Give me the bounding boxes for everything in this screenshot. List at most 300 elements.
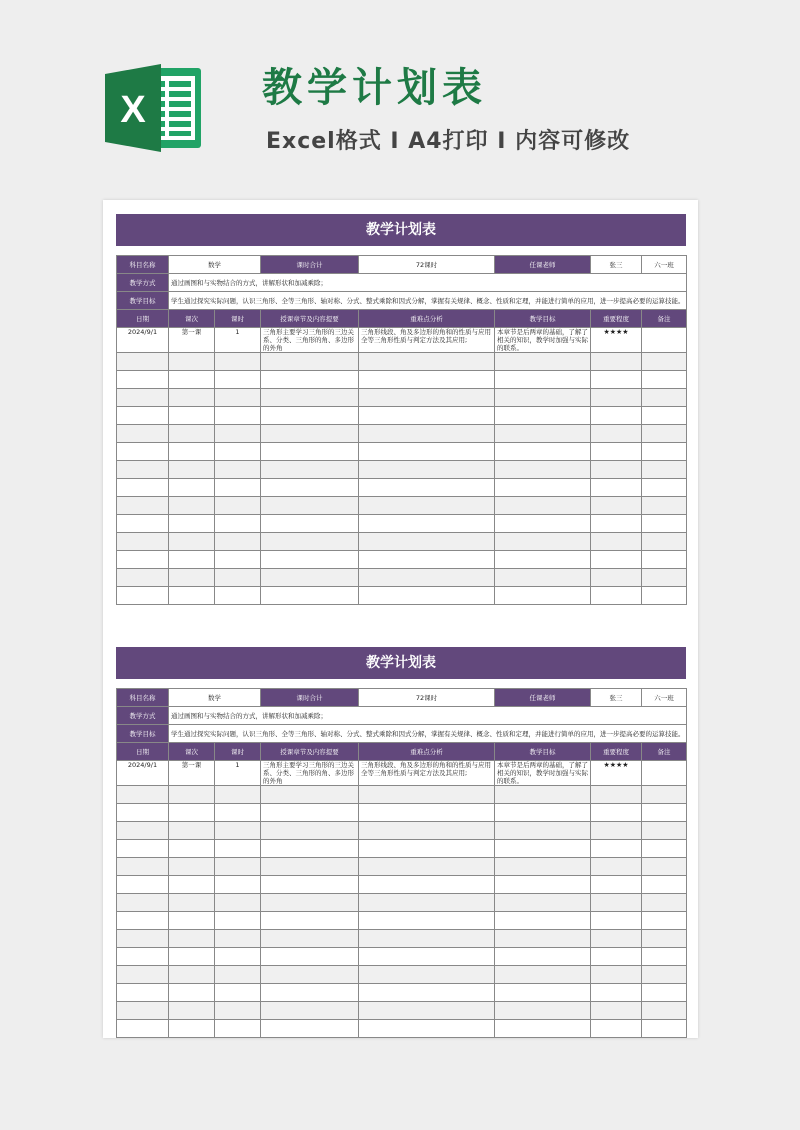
table-cell[interactable] [642, 804, 687, 822]
table-cell[interactable] [261, 930, 359, 948]
table-cell[interactable] [359, 786, 495, 804]
table-cell[interactable] [117, 569, 169, 587]
table-cell[interactable] [359, 497, 495, 515]
table-cell[interactable] [117, 515, 169, 533]
col-header-content: 授课章节及内容提要 [261, 310, 359, 328]
table-cell[interactable] [359, 912, 495, 930]
table-cell[interactable] [117, 984, 169, 1002]
table-cell[interactable] [261, 407, 359, 425]
table-cell[interactable] [495, 948, 591, 966]
table-cell[interactable] [169, 569, 215, 587]
table-cell[interactable] [261, 984, 359, 1002]
table-row [117, 761, 687, 786]
table-cell[interactable] [642, 569, 687, 587]
table-cell[interactable] [495, 371, 591, 389]
table-cell[interactable] [117, 389, 169, 407]
table-row [117, 587, 687, 605]
table-row [117, 569, 687, 587]
table-cell[interactable] [117, 497, 169, 515]
table-cell[interactable] [261, 948, 359, 966]
table-cell[interactable] [169, 1002, 215, 1020]
table-cell[interactable] [169, 425, 215, 443]
table-cell[interactable] [215, 497, 261, 515]
table-cell[interactable] [169, 497, 215, 515]
table-cell[interactable] [642, 587, 687, 605]
table-cell[interactable] [495, 1020, 591, 1038]
table-cell[interactable] [642, 407, 687, 425]
table-cell[interactable] [642, 479, 687, 497]
table-cell[interactable] [169, 786, 215, 804]
table-cell[interactable] [359, 371, 495, 389]
table-cell[interactable] [359, 1020, 495, 1038]
table-cell[interactable] [117, 587, 169, 605]
table-cell[interactable] [117, 894, 169, 912]
method-label: 教学方式 [117, 274, 169, 292]
table-cell[interactable] [215, 461, 261, 479]
table-cell[interactable] [215, 425, 261, 443]
table-cell[interactable] [215, 912, 261, 930]
table-cell[interactable] [215, 858, 261, 876]
table-cell[interactable] [642, 443, 687, 461]
table-cell[interactable] [591, 1020, 642, 1038]
table-cell[interactable] [117, 1002, 169, 1020]
goal-value[interactable]: 学生通过探究实际问题，认识三角形、全等三角形、轴对称、分式、整式乘除和因式分解，掌握有关规律、概念、性质和定理，并能进行简单的应用，进一步提高必要的运算技能。 [169, 292, 687, 310]
table-cell[interactable] [591, 515, 642, 533]
table-cell[interactable] [495, 389, 591, 407]
table-cell[interactable] [359, 966, 495, 984]
method-label: 教学方式 [117, 707, 169, 725]
table-cell[interactable] [215, 569, 261, 587]
table-cell[interactable] [117, 930, 169, 948]
table-cell[interactable] [359, 804, 495, 822]
table-cell[interactable] [169, 984, 215, 1002]
table-cell[interactable] [261, 1020, 359, 1038]
table-cell[interactable] [495, 894, 591, 912]
table-cell[interactable] [169, 515, 215, 533]
table-cell[interactable] [495, 840, 591, 858]
table-cell[interactable] [215, 930, 261, 948]
table-cell[interactable] [359, 533, 495, 551]
table-cell[interactable] [169, 930, 215, 948]
col-header-date: 日期 [117, 743, 169, 761]
table-cell[interactable] [261, 497, 359, 515]
table-cell[interactable] [642, 876, 687, 894]
col-header-note: 备注 [642, 310, 687, 328]
table-cell[interactable] [117, 353, 169, 371]
table-cell[interactable] [169, 1020, 215, 1038]
table-cell[interactable] [261, 894, 359, 912]
table-cell[interactable] [642, 840, 687, 858]
table-cell[interactable] [169, 894, 215, 912]
table-cell[interactable] [215, 353, 261, 371]
table-cell[interactable] [591, 443, 642, 461]
table-cell[interactable] [261, 353, 359, 371]
table-cell[interactable] [169, 407, 215, 425]
table-cell[interactable] [495, 479, 591, 497]
table-cell[interactable] [591, 894, 642, 912]
table-cell[interactable] [261, 371, 359, 389]
table-cell[interactable] [591, 948, 642, 966]
goal-value[interactable]: 学生通过探究实际问题，认识三角形、全等三角形、轴对称、分式、整式乘除和因式分解，掌握有关规律、概念、性质和定理，并能进行简单的应用，进一步提高必要的运算技能。 [169, 725, 687, 743]
table-row [117, 912, 687, 930]
table-cell[interactable] [261, 479, 359, 497]
table-cell[interactable] [642, 948, 687, 966]
table-cell[interactable] [215, 551, 261, 569]
table-cell[interactable] [495, 443, 591, 461]
table-cell[interactable] [591, 930, 642, 948]
table-cell[interactable] [359, 479, 495, 497]
teacher-value[interactable]: 张三 [591, 256, 642, 274]
table-cell[interactable] [359, 515, 495, 533]
plan-table [116, 255, 687, 605]
table-cell[interactable] [359, 389, 495, 407]
table-cell[interactable] [215, 371, 261, 389]
table-row [117, 894, 687, 912]
table-row [117, 822, 687, 840]
table-cell[interactable] [117, 425, 169, 443]
table-cell[interactable] [169, 551, 215, 569]
table-cell[interactable] [169, 912, 215, 930]
table-cell[interactable] [117, 858, 169, 876]
table-cell[interactable] [215, 894, 261, 912]
table-cell[interactable] [169, 876, 215, 894]
table-cell[interactable] [169, 353, 215, 371]
table-cell[interactable] [642, 984, 687, 1002]
table-cell[interactable] [359, 587, 495, 605]
table-cell[interactable] [495, 786, 591, 804]
table-cell[interactable] [591, 551, 642, 569]
table-cell[interactable] [591, 984, 642, 1002]
table-cell[interactable] [591, 371, 642, 389]
table-cell[interactable] [169, 443, 215, 461]
cell-lesson[interactable]: 第一课 [169, 761, 215, 786]
table-cell[interactable] [591, 461, 642, 479]
table-cell[interactable] [117, 804, 169, 822]
table-cell[interactable] [495, 804, 591, 822]
table-cell[interactable] [359, 858, 495, 876]
table-cell[interactable] [591, 497, 642, 515]
table-cell[interactable] [215, 876, 261, 894]
table-cell[interactable] [591, 389, 642, 407]
table-row [117, 479, 687, 497]
table-cell[interactable] [261, 804, 359, 822]
table-cell[interactable] [359, 461, 495, 479]
table-cell[interactable] [169, 948, 215, 966]
table-cell[interactable] [642, 389, 687, 407]
header-row [117, 743, 687, 761]
table-row [117, 948, 687, 966]
table-cell[interactable] [169, 371, 215, 389]
table-cell[interactable] [117, 876, 169, 894]
table-cell[interactable] [642, 515, 687, 533]
table-cell[interactable] [261, 587, 359, 605]
table-cell[interactable] [261, 551, 359, 569]
table-cell[interactable] [215, 479, 261, 497]
table-row [117, 804, 687, 822]
table-cell[interactable] [642, 425, 687, 443]
table-cell[interactable] [215, 786, 261, 804]
table-cell[interactable] [642, 353, 687, 371]
table-cell[interactable] [261, 840, 359, 858]
table-cell[interactable] [215, 840, 261, 858]
grade-value[interactable]: 六一班 [642, 256, 687, 274]
table-cell[interactable] [215, 533, 261, 551]
table-cell[interactable] [117, 912, 169, 930]
table-cell[interactable] [359, 930, 495, 948]
table-cell[interactable] [642, 912, 687, 930]
table-row [117, 551, 687, 569]
method-value[interactable]: 通过画图和与实物结合的方式，讲解形状和加减乘除； [169, 274, 687, 292]
cell-hour[interactable]: 1 [215, 761, 261, 786]
table-cell[interactable] [495, 407, 591, 425]
table-cell[interactable] [642, 551, 687, 569]
table-cell[interactable] [261, 1002, 359, 1020]
table-cell[interactable] [261, 425, 359, 443]
table-cell[interactable] [261, 822, 359, 840]
table-cell[interactable] [495, 930, 591, 948]
table-cell[interactable] [642, 1002, 687, 1020]
table-cell[interactable] [215, 1020, 261, 1038]
hours-value[interactable]: 72课时 [359, 256, 495, 274]
table-cell[interactable] [215, 804, 261, 822]
table-cell[interactable] [117, 822, 169, 840]
banner [0, 0, 800, 190]
table-cell[interactable] [215, 407, 261, 425]
table-cell[interactable] [591, 1002, 642, 1020]
cell-content[interactable]: 三角形主要学习三角形的三边关系、分类、三角形的角、多边形的外角 [261, 328, 359, 353]
table-row [117, 930, 687, 948]
method-row [117, 707, 687, 725]
table-cell[interactable] [591, 804, 642, 822]
table-cell[interactable] [495, 569, 591, 587]
col-header-hour: 课时 [215, 743, 261, 761]
table-cell[interactable] [169, 587, 215, 605]
table-cell[interactable] [495, 984, 591, 1002]
col-header-date: 日期 [117, 310, 169, 328]
excel-logo-icon [103, 60, 205, 156]
table-cell[interactable] [642, 822, 687, 840]
table-cell[interactable] [642, 497, 687, 515]
table-cell[interactable] [495, 876, 591, 894]
table-cell[interactable] [169, 822, 215, 840]
table-cell[interactable] [495, 551, 591, 569]
goal-row [117, 725, 687, 743]
table-cell[interactable] [359, 443, 495, 461]
table-cell[interactable] [169, 461, 215, 479]
table-cell[interactable] [495, 822, 591, 840]
table-cell[interactable] [169, 840, 215, 858]
table-cell[interactable] [642, 786, 687, 804]
table-cell[interactable] [169, 966, 215, 984]
table-cell[interactable] [169, 804, 215, 822]
table-cell[interactable] [495, 858, 591, 876]
table-row [117, 497, 687, 515]
table-cell[interactable] [261, 461, 359, 479]
col-header-importance: 重要程度 [591, 310, 642, 328]
table-cell[interactable] [495, 461, 591, 479]
col-header-lesson: 课次 [169, 743, 215, 761]
col-header-importance: 重要程度 [591, 743, 642, 761]
table-cell[interactable] [215, 984, 261, 1002]
cell-importance[interactable]: ★★★★ [591, 328, 642, 353]
table-cell[interactable] [117, 786, 169, 804]
table-cell[interactable] [642, 461, 687, 479]
table-cell[interactable] [591, 858, 642, 876]
table-cell[interactable] [117, 533, 169, 551]
table-cell[interactable] [642, 894, 687, 912]
table-cell[interactable] [591, 840, 642, 858]
table-cell[interactable] [261, 858, 359, 876]
table-cell[interactable] [591, 425, 642, 443]
table-cell[interactable] [215, 948, 261, 966]
table-cell[interactable] [215, 389, 261, 407]
table-row [117, 984, 687, 1002]
table-cell[interactable] [117, 966, 169, 984]
cell-hour[interactable]: 1 [215, 328, 261, 353]
table-cell[interactable] [642, 858, 687, 876]
table-cell[interactable] [591, 822, 642, 840]
table-cell[interactable] [215, 443, 261, 461]
table-cell[interactable] [117, 551, 169, 569]
cell-content[interactable]: 三角形主要学习三角形的三边关系、分类、三角形的角、多边形的外角 [261, 761, 359, 786]
table-cell[interactable] [591, 479, 642, 497]
table-cell[interactable] [359, 984, 495, 1002]
table-cell[interactable] [215, 1002, 261, 1020]
table-cell[interactable] [261, 443, 359, 461]
hours-value[interactable]: 72课时 [359, 689, 495, 707]
table-cell[interactable] [591, 407, 642, 425]
cell-key[interactable]: 三角形线段、角及多边形的角和的性质与应用全等三角形性质与判定方法及其应用; [359, 761, 495, 786]
table-cell[interactable] [495, 1002, 591, 1020]
table-cell[interactable] [215, 822, 261, 840]
teacher-value[interactable]: 张三 [591, 689, 642, 707]
table-cell[interactable] [261, 533, 359, 551]
table-cell[interactable] [261, 786, 359, 804]
cell-date[interactable]: 2024/9/1 [117, 328, 169, 353]
table-cell[interactable] [495, 353, 591, 371]
table-cell[interactable] [169, 479, 215, 497]
table-cell[interactable] [359, 1002, 495, 1020]
hours-label: 课时合计 [261, 256, 359, 274]
table-cell[interactable] [495, 533, 591, 551]
teacher-label: 任课老师 [495, 256, 591, 274]
col-header-target: 教学目标 [495, 310, 591, 328]
cell-importance[interactable]: ★★★★ [591, 761, 642, 786]
teacher-label: 任课老师 [495, 689, 591, 707]
table-cell[interactable] [261, 966, 359, 984]
table-row [117, 876, 687, 894]
table-cell[interactable] [495, 912, 591, 930]
table-cell[interactable] [359, 551, 495, 569]
table-cell[interactable] [359, 425, 495, 443]
table-cell[interactable] [591, 533, 642, 551]
table-row [117, 858, 687, 876]
table-cell[interactable] [642, 533, 687, 551]
table-cell[interactable] [591, 569, 642, 587]
cell-date[interactable]: 2024/9/1 [117, 761, 169, 786]
plan-sheet [116, 647, 686, 1038]
table-cell[interactable] [359, 407, 495, 425]
subject-value[interactable]: 数学 [169, 689, 261, 707]
table-cell[interactable] [169, 533, 215, 551]
table-cell[interactable] [495, 497, 591, 515]
header-row [117, 310, 687, 328]
cell-target[interactable]: 本章节是后两章的基础，了解了相关的知识，教学时加强与实际的联系。 [495, 761, 591, 786]
cell-lesson[interactable]: 第一课 [169, 328, 215, 353]
table-cell[interactable] [591, 912, 642, 930]
table-cell[interactable] [169, 389, 215, 407]
cell-key[interactable]: 三角形线段、角及多边形的角和的性质与应用全等三角形性质与判定方法及其应用; [359, 328, 495, 353]
table-cell[interactable] [117, 840, 169, 858]
table-cell[interactable] [215, 515, 261, 533]
table-row [117, 407, 687, 425]
table-cell[interactable] [642, 966, 687, 984]
table-cell[interactable] [591, 353, 642, 371]
table-cell[interactable] [495, 515, 591, 533]
goal-label: 教学目标 [117, 725, 169, 743]
table-cell[interactable] [495, 966, 591, 984]
table-cell[interactable] [359, 569, 495, 587]
cell-note[interactable] [642, 328, 687, 353]
table-row [117, 328, 687, 353]
cell-note[interactable] [642, 761, 687, 786]
table-cell[interactable] [642, 930, 687, 948]
table-cell[interactable] [591, 876, 642, 894]
table-row [117, 461, 687, 479]
table-cell[interactable] [261, 876, 359, 894]
method-value[interactable]: 通过画图和与实物结合的方式，讲解形状和加减乘除； [169, 707, 687, 725]
table-cell[interactable] [359, 948, 495, 966]
cell-target[interactable]: 本章节是后两章的基础，了解了相关的知识，教学时加强与实际的联系。 [495, 328, 591, 353]
table-cell[interactable] [261, 515, 359, 533]
table-cell[interactable] [359, 840, 495, 858]
table-cell[interactable] [117, 1020, 169, 1038]
table-cell[interactable] [117, 948, 169, 966]
table-cell[interactable] [359, 353, 495, 371]
table-cell[interactable] [642, 1020, 687, 1038]
table-cell[interactable] [359, 876, 495, 894]
table-cell[interactable] [117, 371, 169, 389]
table-cell[interactable] [117, 443, 169, 461]
table-row [117, 840, 687, 858]
table-cell[interactable] [359, 822, 495, 840]
col-header-key: 重难点分析 [359, 743, 495, 761]
table-cell[interactable] [591, 966, 642, 984]
table-cell[interactable] [591, 587, 642, 605]
table-cell[interactable] [591, 786, 642, 804]
table-cell[interactable] [642, 371, 687, 389]
table-cell[interactable] [117, 479, 169, 497]
table-row [117, 515, 687, 533]
subject-label: 科目名称 [117, 689, 169, 707]
table-cell[interactable] [495, 425, 591, 443]
table-row [117, 786, 687, 804]
table-cell[interactable] [495, 587, 591, 605]
table-cell[interactable] [169, 858, 215, 876]
table-cell[interactable] [215, 966, 261, 984]
empty-rows [117, 786, 687, 1038]
subject-value[interactable]: 数学 [169, 256, 261, 274]
table-cell[interactable] [117, 461, 169, 479]
empty-rows [117, 353, 687, 605]
table-cell[interactable] [261, 912, 359, 930]
table-cell[interactable] [261, 389, 359, 407]
table-cell[interactable] [261, 569, 359, 587]
grade-value[interactable]: 六一班 [642, 689, 687, 707]
table-cell[interactable] [117, 407, 169, 425]
table-cell[interactable] [359, 894, 495, 912]
table-cell[interactable] [215, 587, 261, 605]
